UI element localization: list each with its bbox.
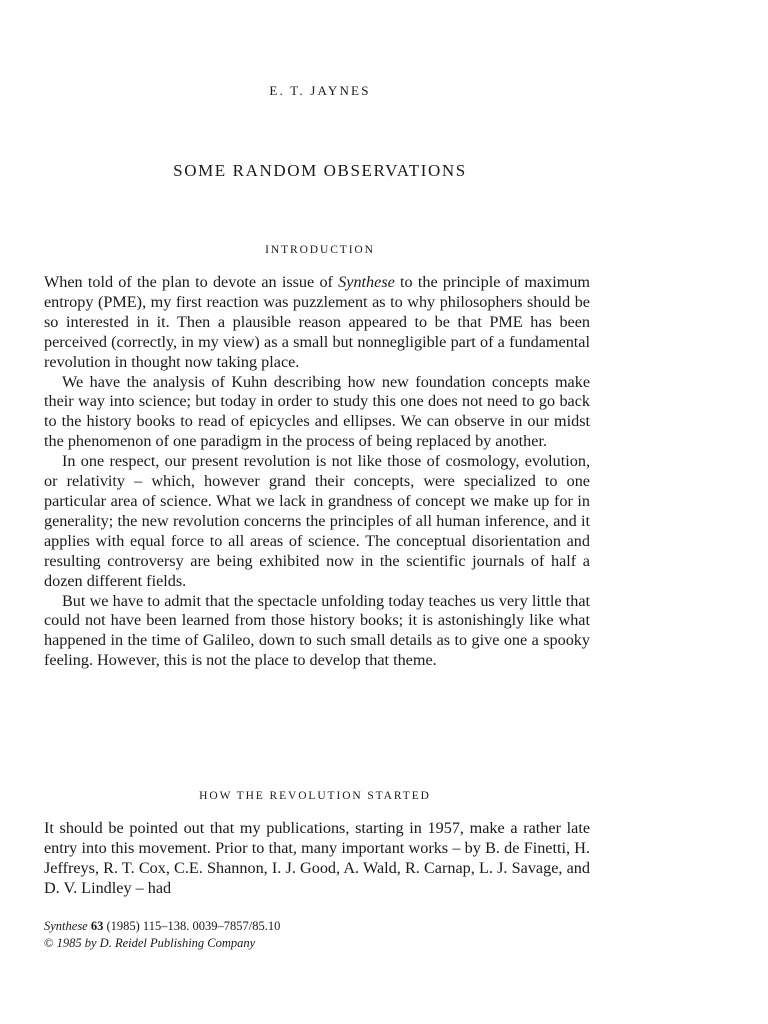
section-heading-revolution: HOW THE REVOLUTION STARTED [199, 790, 431, 802]
citation-line [44, 918, 280, 935]
journal-name-italic: Synthese [338, 273, 395, 291]
copyright-symbol: © [44, 936, 54, 950]
revolution-body [44, 819, 590, 899]
paragraph-1-end: to the principle of maximum entropy (PME), my first reaction was puzzlement as to why philosophers should be so interested in it. Then a plausible reason appeared to be that PME has been perceived (correctly, in my view) as a small but nonnegligible part of a fundamental revolution in thought now taking place. [44, 273, 591, 371]
paragraph-1 [44, 273, 590, 373]
paragraph-2: We have the analysis of Kuhn describing how new foundation concepts make their way into science; but today in order to study this one does not need to go back to the history books to read of epicycles and ellipses. We can observe in our midst the phenomenon of one paradigm in the process of being replaced by another. [44, 372, 590, 451]
article-title: SOME RANDOM OBSERVATIONS [173, 161, 467, 180]
footer-citation-rest: (1985) 115–138. 0039–7857/85.10 [103, 919, 281, 933]
author-name: E. T. JAYNES [269, 83, 371, 98]
footer-volume: 63 [90, 919, 104, 933]
paragraph-3: In one respect, our present revolution is not like those of cosmology, evolution, or relativity – which, however grand their concepts, were specialized to one particular area of science. What we lack in grandness of concept we make up for in generality; the new revolution concerns the principles of all human inference, and it applies with equal force to all areas of science. The conceptual disorientation and resulting controversy are being exhibited now in the scientific journals of half a dozen different fields. [44, 452, 590, 590]
copyright-text: 1985 by D. Reidel Publishing Company [53, 936, 256, 950]
citation-footer [44, 918, 280, 952]
introduction-body [44, 273, 590, 671]
section-heading-introduction: INTRODUCTION [265, 244, 375, 256]
paragraph-5: It should be pointed out that my publications, starting in 1957, make a rather late entry into this movement. Prior to that, many important works – by B. de Finetti, H. Jeffreys, R. T. Cox, C.E. Shannon, I. J. Good, A. Wald, R. Carnap, L. J. Savage, and D. V. Lindley – had [44, 819, 590, 897]
footer-journal-name: Synthese [44, 919, 88, 933]
paragraph-1-start: When told of the plan to devote an issue of [44, 273, 339, 291]
copyright-line [44, 935, 280, 952]
paragraph-4: But we have to admit that the spectacle unfolding today teaches us very little that could not have been learned from those history books; it is astonishingly like what happened in the time of Galileo, down to such small details as to give one a spooky feeling. However, this is not the place to develop that theme. [44, 591, 590, 670]
